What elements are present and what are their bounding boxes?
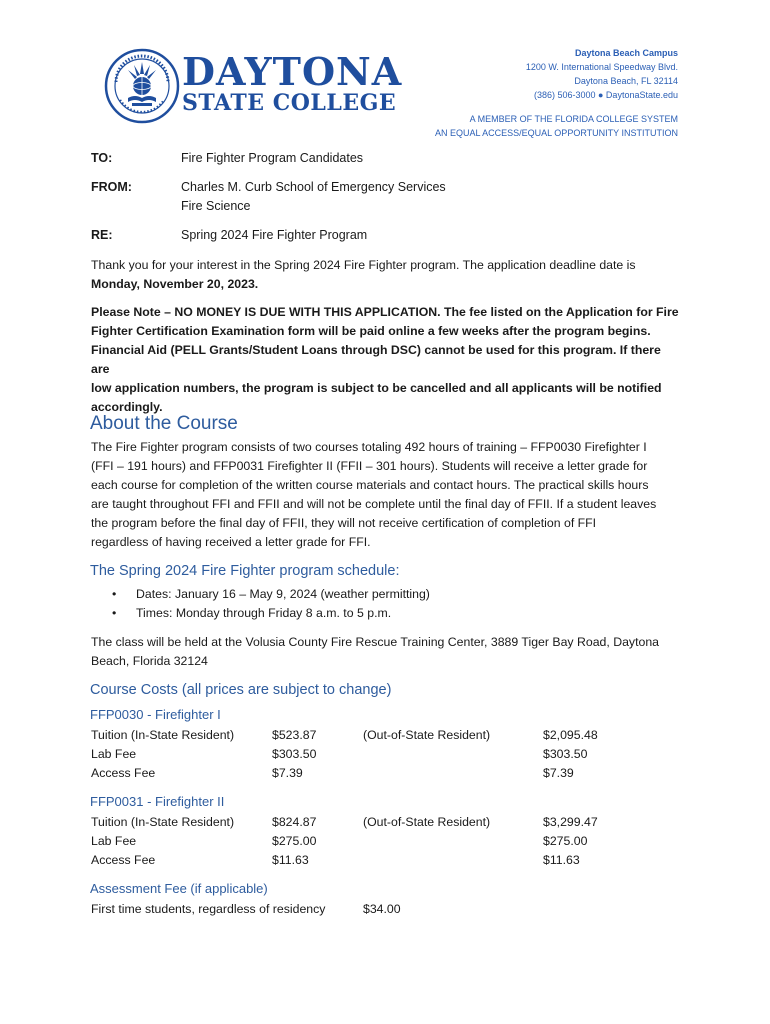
memo-from-line-1: Charles M. Curb School of Emergency Services (181, 180, 446, 194)
member-statement (435, 112, 678, 140)
cost-label: Tuition (In-State Resident) (91, 728, 235, 742)
out-of-state-cost: $2,095.48 (543, 728, 598, 742)
about-line-3: each course for completion of the written course materials and contact hours. The practical skills hours (91, 478, 649, 492)
about-line-1: The Fire Fighter program consists of two courses totaling 492 hours of training – FFP0030 Firefighter I (91, 440, 647, 454)
college-logo (104, 48, 416, 128)
out-of-state-cost: $275.00 (543, 834, 588, 848)
table-row (91, 832, 691, 851)
ffi-heading: FFP0030 - Firefighter I (90, 707, 221, 722)
schedule-times: Times: Monday through Friday 8 a.m. to 5 p.m. (136, 606, 392, 620)
logo-wordmark-top: DAYTONA (182, 49, 403, 94)
in-state-cost: $275.00 (272, 834, 317, 848)
college-seal-icon (104, 48, 180, 124)
memo-re-value: Spring 2024 Fire Fighter Program (181, 228, 368, 242)
list-item (112, 585, 430, 604)
address-line-1: 1200 W. International Speedway Blvd. (525, 62, 678, 72)
in-state-cost: $523.87 (272, 728, 317, 742)
assessment-heading: Assessment Fee (if applicable) (90, 881, 268, 896)
about-line-4: are taught throughout FFI and FFII and will not be complete until the final day of FFII. If a student leaves (91, 497, 657, 511)
out-of-state-cost: $11.63 (543, 853, 580, 867)
address-line-2: Daytona Beach, FL 32114 (574, 76, 678, 86)
contact-line: (386) 506-3000 ● DaytonaState.edu (533, 90, 678, 100)
note-line-5: accordingly. (91, 400, 163, 414)
memo-from-value (181, 178, 446, 216)
cost-label: Tuition (In-State Resident) (91, 815, 235, 829)
assessment-fee: $34.00 (363, 902, 401, 916)
cost-label: Lab Fee (91, 747, 137, 761)
location-paragraph (91, 633, 681, 671)
about-paragraph (91, 438, 681, 552)
schedule-dates: Dates: January 16 – May 9, 2024 (weather permitting) (136, 587, 430, 601)
campus-name: Daytona Beach Campus (574, 48, 678, 58)
memo-from-line-2: Fire Science (181, 199, 251, 213)
member-line-2: AN EQUAL ACCESS/EQUAL OPPORTUNITY INSTITUTION (434, 128, 678, 138)
in-state-cost: $11.63 (272, 853, 309, 867)
note-line-3: Financial Aid (PELL Grants/Student Loans through DSC) cannot be used for this program. If there are (91, 343, 661, 376)
table-row (91, 851, 691, 870)
cost-label: Access Fee (91, 853, 156, 867)
note-paragraph (91, 303, 681, 417)
about-line-6: regardless of having received a letter grade for FFI. (91, 535, 371, 549)
location-line-2: Beach, Florida 32124 (91, 654, 208, 668)
note-line-1: Please Note – NO MONEY IS DUE WITH THIS APPLICATION. The fee listed on the Application for Fire (91, 305, 679, 319)
bullet-icon: • (112, 587, 117, 601)
member-line-1: A MEMBER OF THE FLORIDA COLLEGE SYSTEM (469, 114, 678, 124)
application-deadline: Monday, November 20, 2023. (91, 277, 259, 291)
out-of-state-label: (Out-of-State Resident) (363, 815, 491, 829)
memo-re-label: RE: (91, 228, 113, 242)
table-row (91, 745, 691, 764)
location-line-1: The class will be held at the Volusia County Fire Rescue Training Center, 3889 Tiger Bay Road, Daytona (91, 635, 660, 649)
out-of-state-cost: $303.50 (543, 747, 588, 761)
memo-to-label: TO: (91, 151, 113, 165)
out-of-state-cost: $3,299.47 (543, 815, 598, 829)
logo-wordmark-bottom: STATE COLLEGE (182, 90, 397, 116)
note-line-4: low application numbers, the program is subject to be cancelled and all applicants will be notified (91, 381, 662, 395)
out-of-state-cost: $7.39 (543, 766, 574, 780)
cost-label: Access Fee (91, 766, 156, 780)
ffii-heading: FFP0031 - Firefighter II (90, 794, 225, 809)
in-state-cost: $7.39 (272, 766, 303, 780)
note-line-2: Fighter Certification Examination form will be paid online a few weeks after the program begins. (91, 324, 651, 338)
costs-heading: Course Costs (all prices are subject to change) (90, 682, 392, 698)
schedule-heading: The Spring 2024 Fire Fighter program schedule: (90, 563, 400, 579)
out-of-state-label: (Out-of-State Resident) (363, 728, 491, 742)
in-state-cost: $303.50 (272, 747, 317, 761)
memo-from-label: FROM: (91, 180, 132, 194)
schedule-list (112, 585, 430, 623)
about-line-2: (FFI – 191 hours) and FFP0031 Firefighter II (FFII – 301 hours). Students will receive a letter grade for (91, 459, 648, 473)
table-row (91, 900, 691, 919)
memo-to-value: Fire Fighter Program Candidates (181, 151, 364, 165)
table-row (91, 813, 691, 832)
cost-label: Lab Fee (91, 834, 137, 848)
table-row (91, 764, 691, 783)
assessment-label: First time students, regardless of residency (91, 902, 326, 916)
intro-paragraph (91, 256, 681, 294)
about-line-5: the program before the final day of FFII, they will not receive certification of completion of FFI (91, 516, 597, 530)
about-heading: About the Course (90, 413, 238, 434)
table-row (91, 726, 691, 745)
campus-address (526, 46, 678, 102)
list-item (112, 604, 430, 623)
in-state-cost: $824.87 (272, 815, 317, 829)
intro-line-1: Thank you for your interest in the Spring 2024 Fire Fighter program. The application deadline date is (91, 258, 636, 272)
bullet-icon: • (112, 606, 117, 620)
